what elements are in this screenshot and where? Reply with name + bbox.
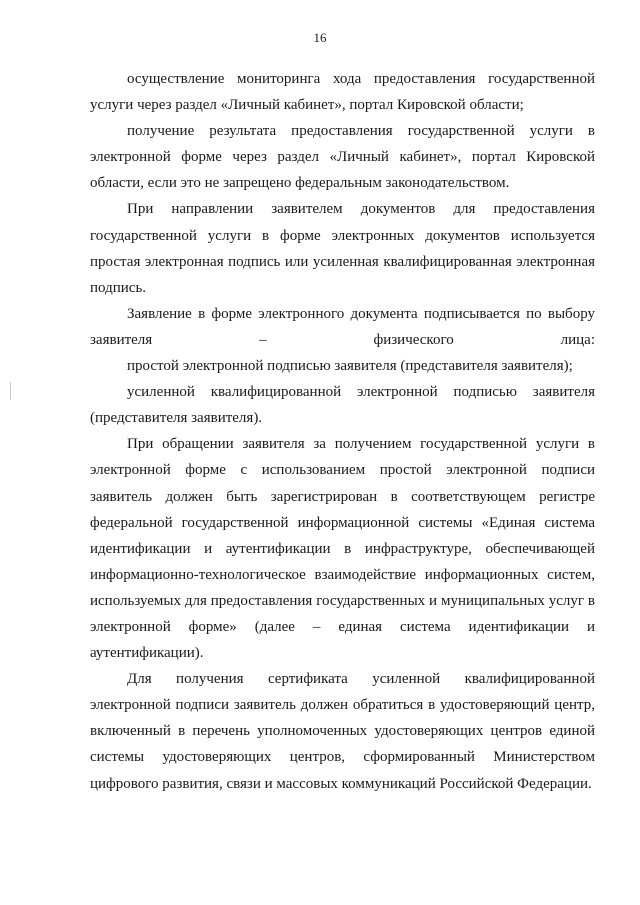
paragraph-registration: При обращении заявителя за получением государственной услуги в электронной форме с использованием простой электронной подписи заявитель должен быть зарегистрирован в соответствующем регистре федеральной государственной информационной системы «Единая система идентификации и аутентификации в инфраструктуре, обеспечивающей информационно-технологическое взаимодействие информационных систем, используемых для предоставления государственных и муниципальных услуг в электронной форме» (далее – единая система идентификации и аутентификации). bbox=[90, 436, 595, 662]
paragraph-qualified-signature: усиленной квалифицированной электронной подписью заявителя (представителя заявителя). bbox=[90, 384, 595, 427]
page-number: 16 bbox=[313, 30, 327, 45]
paragraph-signature-types: При направлении заявителем документов для предоставления государственной услуги в форме электронных документов используется простая электронная подпись или усиленная квалифицированная электронная подпись. bbox=[90, 201, 595, 296]
paragraph-certificate: Для получения сертификата усиленной квалифицированной электронной подписи заявитель должен обратиться в удостоверяющий центр, включенный в перечень уполномоченных удостоверяющих центров единой системы удостоверяющих центров, сформированный Министерством цифрового развития, связи и массовых коммуникаций Российской Федерации. bbox=[90, 671, 595, 792]
margin-mark bbox=[10, 382, 11, 400]
paragraph-application-signing: Заявление в форме электронного документа подписывается по выбору заявителя – физического лица: bbox=[90, 305, 595, 348]
paragraph-simple-signature: простой электронной подписью заявителя (представителя заявителя); bbox=[127, 358, 573, 375]
paragraph-monitoring: осуществление мониторинга хода предоставления государственной услуги через раздел «Личный кабинет», портал Кировской области; bbox=[90, 71, 595, 114]
paragraph-result: получение результата предоставления государственной услуги в электронной форме через раздел «Личный кабинет», портал Кировской области, если это не запрещено федеральным законодательством. bbox=[90, 123, 595, 192]
document-body bbox=[90, 66, 595, 797]
